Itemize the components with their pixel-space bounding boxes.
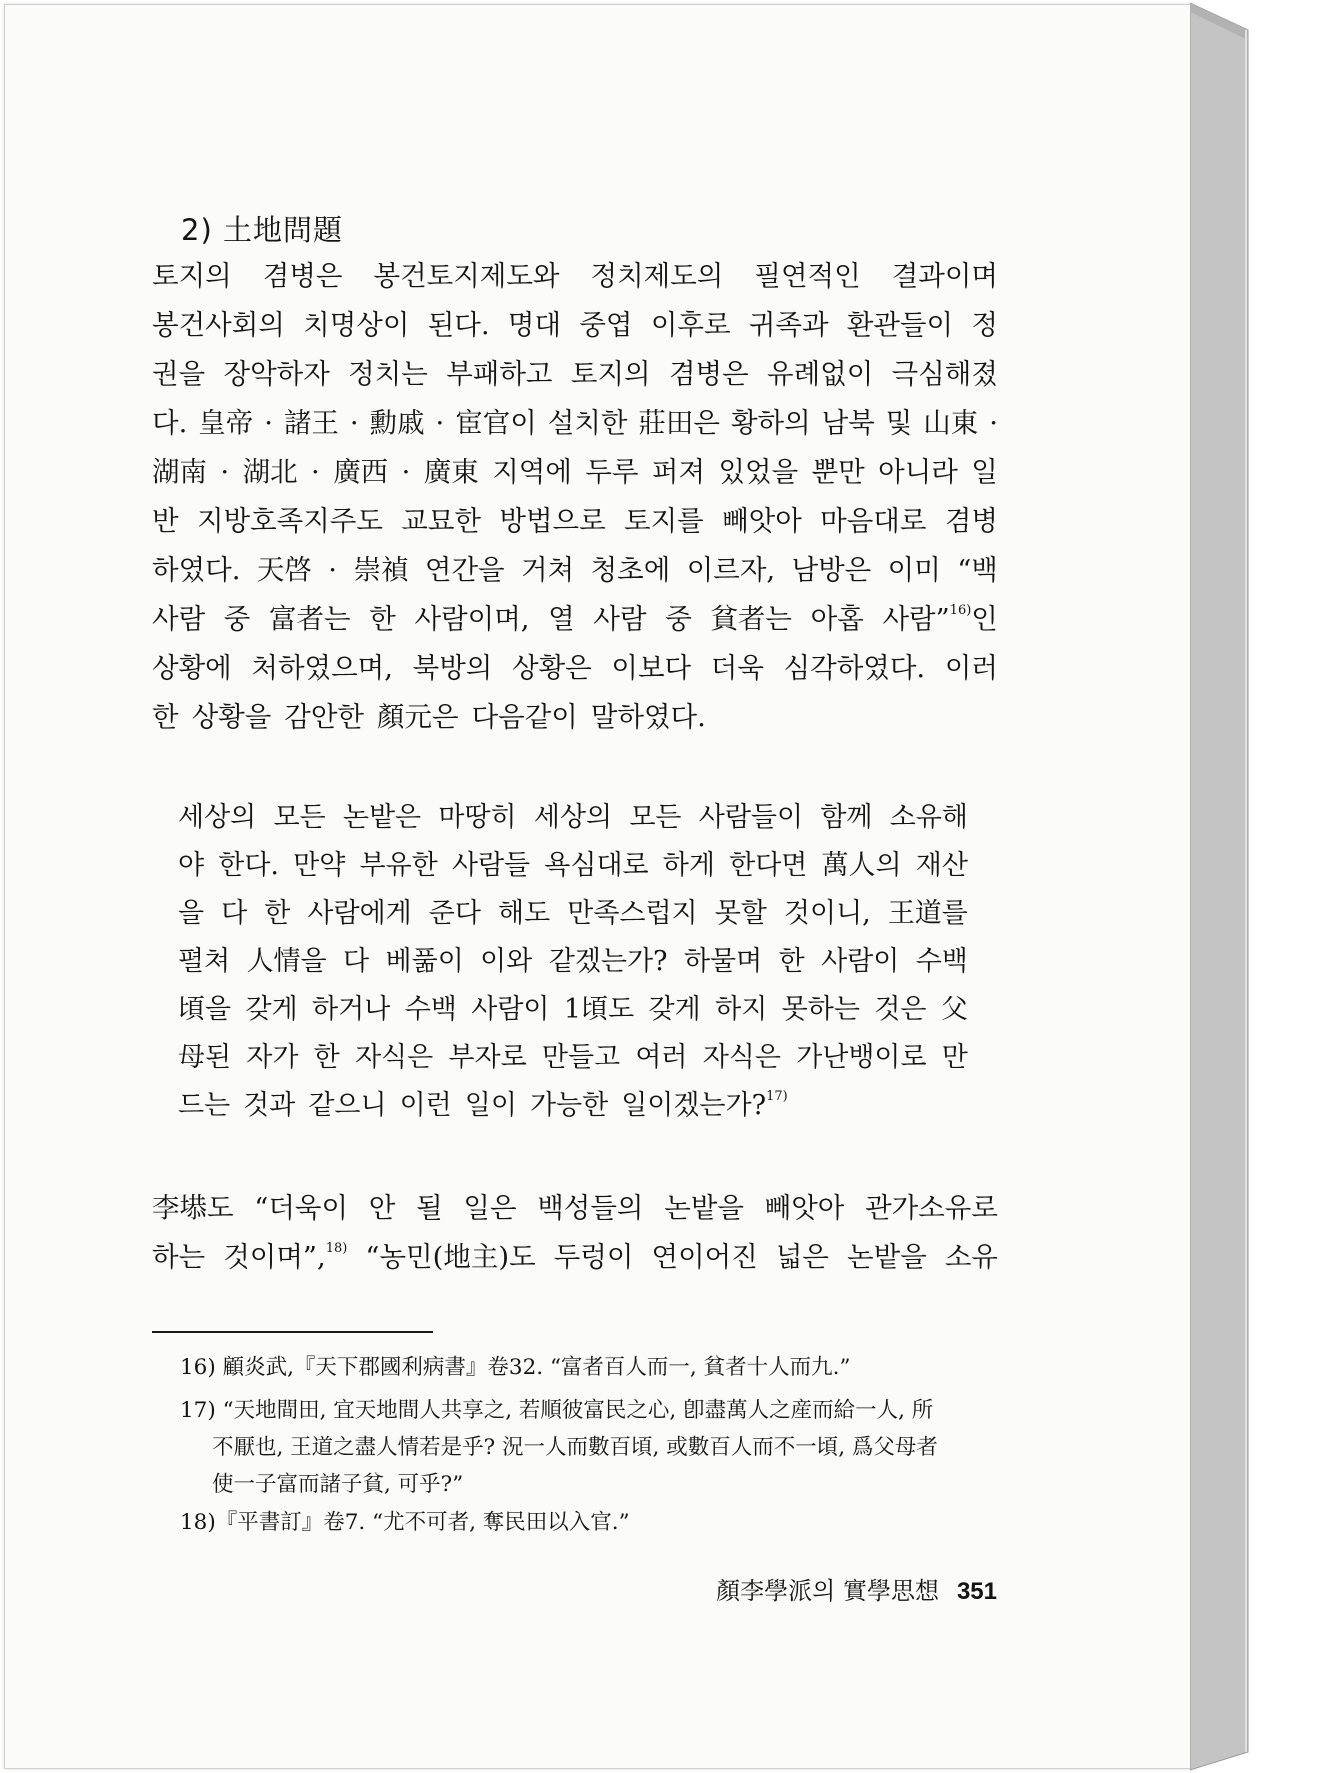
- text-line: 반 지방호족지주도 교묘한 방법으로 토지를 빼앗아 마음대로 겸병: [152, 505, 998, 537]
- text-line: 李塨도 “더욱이 안 될 일은 백성들의 논밭을 빼앗아 관가소유로: [152, 1192, 998, 1224]
- text-line: 湖南 · 湖北 · 廣西 · 廣東 지역에 두루 퍼져 있었을 뿐만 아니라 일: [152, 456, 998, 488]
- text-line: 상황에 처하였으며, 북방의 상황은 이보다 더욱 심각하였다. 이러: [152, 652, 998, 684]
- page-stack-edge: [1190, 0, 1332, 1773]
- text-line: 다. 皇帝 · 諸王 · 勳戚 · 宦官이 설치한 莊田은 황하의 남북 및 山東 ·: [152, 407, 998, 439]
- text-line: 드는 것과 같으니 이런 일이 가능한 일이겠는가?$^{17)}$: [178, 1089, 788, 1121]
- running-footer: [716, 1571, 997, 1606]
- footnote-line: 16) 顧炎武,『天下郡國利病書』卷32. “富者百人而一, 貧者十人而九.”: [180, 1355, 851, 1380]
- footnote-ref: 17): [766, 1089, 788, 1104]
- page-number: 351: [956, 1578, 997, 1605]
- text-line: 사람 중 富者는 한 사람이며, 열 사람 중 貧者는 아홉 사람”$^{16)}$인: [152, 603, 998, 635]
- text-line: 을 다 한 사람에게 준다 해도 만족스럽지 못할 것이니, 王道를: [178, 898, 968, 929]
- footnote-line: 18)『平書訂』卷7. “尤不可者, 奪民田以入官.”: [180, 1510, 630, 1535]
- text-line: 頃을 갖게 하거나 수백 사람이 1頃도 갖게 하지 못하는 것은 父: [178, 994, 968, 1025]
- text-line: 하였다. 天啓 · 崇禎 연간을 거쳐 청초에 이르자, 남방은 이미 “백: [152, 554, 998, 586]
- footnote-ref: 16): [949, 603, 972, 618]
- text-line: 봉건사회의 치명상이 된다. 명대 중엽 이후로 귀족과 환관들이 정: [152, 309, 998, 341]
- text-line: 권을 장악하자 정치는 부패하고 토지의 겸병은 유례없이 극심해졌: [152, 358, 998, 390]
- footnote-separator: [152, 1331, 433, 1333]
- text-line: 母된 자가 한 자식은 부자로 만들고 여러 자식은 가난뱅이로 만: [178, 1042, 968, 1073]
- text-line: 한 상황을 감안한 顏元은 다음같이 말하였다.: [152, 701, 706, 733]
- footnote-line: 不厭也, 王道之盡人情若是乎? 況一人而數百頃, 或數百人而不一頃, 爲父母者: [212, 1435, 938, 1460]
- running-title: 顏李學派의 實學思想: [716, 1577, 939, 1605]
- footnote-line: 使一子富而諸子貧, 可乎?”: [212, 1472, 464, 1497]
- footnote-ref: 18): [325, 1241, 348, 1256]
- footnote-line: 17) “天地間田, 宜天地間人共享之, 若順彼富民之心, 卽盡萬人之産而給一人, 所: [180, 1398, 934, 1423]
- section-heading: 2) 土地問題: [181, 213, 343, 247]
- text-line: 세상의 모든 논밭은 마땅히 세상의 모든 사람들이 함께 소유해: [178, 802, 968, 833]
- text-line: 하는 것이며”,$^{18)}$ “농민(地主)도 두렁이 연이어진 넓은 논밭을 소유: [152, 1241, 998, 1273]
- text-line: 야 한다. 만약 부유한 사람들 욕심대로 하게 한다면 萬人의 재산: [178, 850, 968, 881]
- text-line: 펼쳐 人情을 다 베풂이 이와 같겠는가? 하물며 한 사람이 수백: [178, 946, 968, 977]
- text-line: 토지의 겸병은 봉건토지제도와 정치제도의 필연적인 결과이며: [152, 260, 998, 292]
